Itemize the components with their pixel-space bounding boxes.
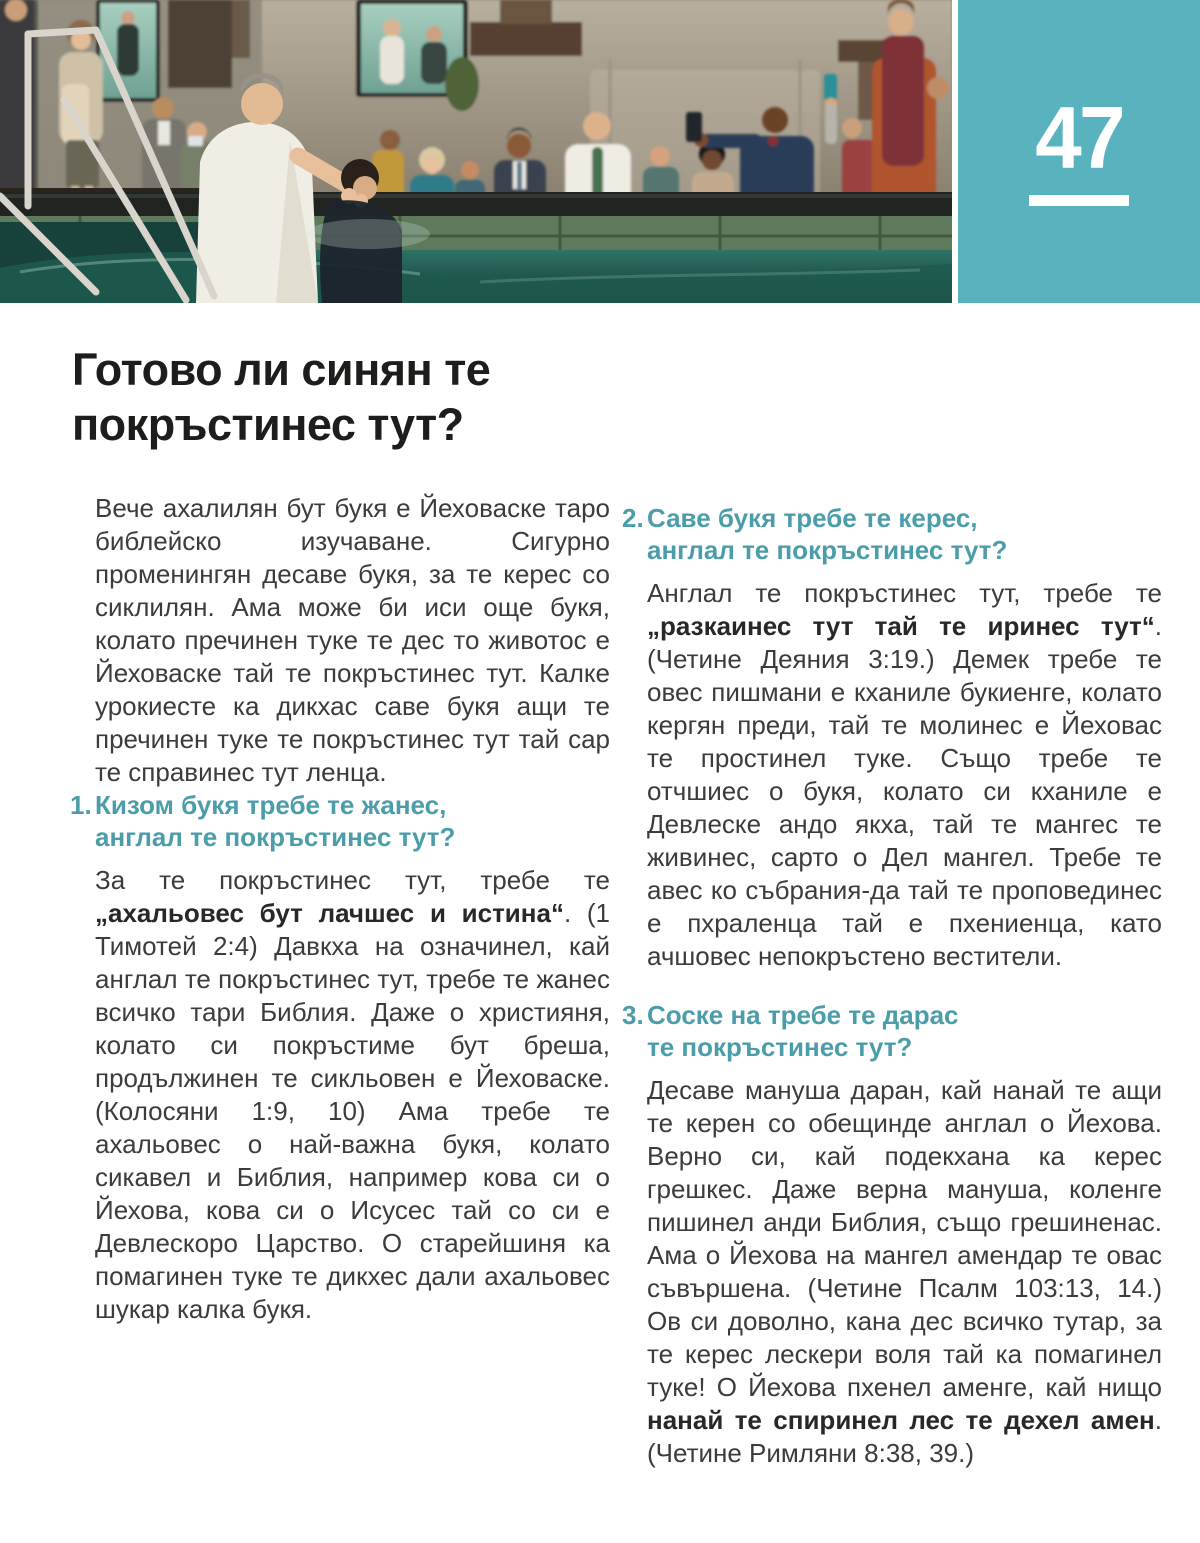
left-column bbox=[70, 492, 610, 1496]
lesson-number-underline bbox=[1029, 195, 1129, 206]
section-1 bbox=[70, 789, 610, 1326]
section-3 bbox=[622, 999, 1162, 1470]
section-1-number: 1. bbox=[70, 790, 92, 820]
section-2-heading bbox=[622, 502, 1162, 566]
section-2-title: Саве букя требе те керес, англал те покръстинес тут? bbox=[647, 503, 1008, 565]
section-1-paragraph: За те покръстинес тут, требе те „ахальовес бут лачшес и истина“. (1 Тимотей 2:4) Давкха на означинел, кай англал те покръстинес тут, требе те жанес всичко тари Библия. Даже о християня, колато си покръстиме бут бреша, продължинен те сикльовен е Йеховаске. (Колосяни 1:9, 10) Ама требе те ахальовес о най-важна букя, колато сикавел и Библия, например кова си о Йехова, кова си о Исусес тай со си е Девлескоро Царство. О старейшиня ка помагинен туке те дикхес дали ахальовес шукар калка букя. bbox=[95, 865, 610, 1324]
section-2 bbox=[622, 502, 1162, 973]
text-columns bbox=[70, 492, 1162, 1496]
baptism-photo-illustration bbox=[0, 0, 952, 303]
section-2-paragraph: Англал те покръстинес тут, требе те „разкаинес тут тай те иринес тут“. (Четине Деяния 3:19.) Демек требе те овес пишмани е кханиле букиенге, колато кергян преди, тай те молинес е Йеховас те простинел туке. Също требе те отчшиес о букя, колато си кханиле е Девлеске андо якха, тай те мангес те живинес, сарто о Дел мангел. Требе те авес ко събрания-да тай те проповединес е пхраленца тай е пхениенца, като ачшовес непокръстено вестители. bbox=[647, 578, 1162, 971]
intro-paragraph: Вече ахалилян бут букя е Йеховаске таро библейско изучаване. Сигурно променингян десаве букя, за те керес со сиклилян. Ама може би иси още букя, колато пречинен туке те дес то животос е Йеховаске тай те покръстинес тут. Калке урокиесте ка дикхас саве букя ащи те пречинен туке те покръстинес тут тай сар те справинес тут ленца. bbox=[95, 493, 610, 787]
section-1-title: Кизом букя требе те жанес, англал те покръстинес тут? bbox=[95, 790, 456, 852]
right-column bbox=[622, 492, 1162, 1496]
lesson-number: 47 bbox=[1035, 88, 1123, 187]
lesson-number-badge bbox=[958, 0, 1200, 303]
section-1-heading bbox=[70, 789, 610, 853]
baptism-photo bbox=[0, 0, 952, 303]
section-3-title: Соске на требе те дарас те покръстинес тут? bbox=[647, 1000, 959, 1062]
page-title: Готово ли синян те покръстинес тут? bbox=[72, 344, 491, 450]
section-3-heading bbox=[622, 999, 1162, 1063]
section-2-number: 2. bbox=[622, 503, 644, 533]
section-3-number: 3. bbox=[622, 1000, 644, 1030]
hero-header bbox=[0, 0, 1200, 303]
section-3-paragraph: Десаве мануша даран, кай нанай те ащи те керен со обещинде англал о Йехова. Верно си, кай подекхана ка керес грешкес. Даже верна мануша, коленге пишинел анди Библия, също грешиненас. Ама о Йехова на мангел амендар те овас съвършена. (Четине Псалм 103:13, 14.) Ов си доволно, кана дес всичко тутар, за те керес лескери воля тай ка помагинел туке! О Йехова пхенел аменге, кай нищо нанай те спиринел лес те дехел амен. (Четине Римляни 8:38, 39.) bbox=[647, 1075, 1162, 1468]
